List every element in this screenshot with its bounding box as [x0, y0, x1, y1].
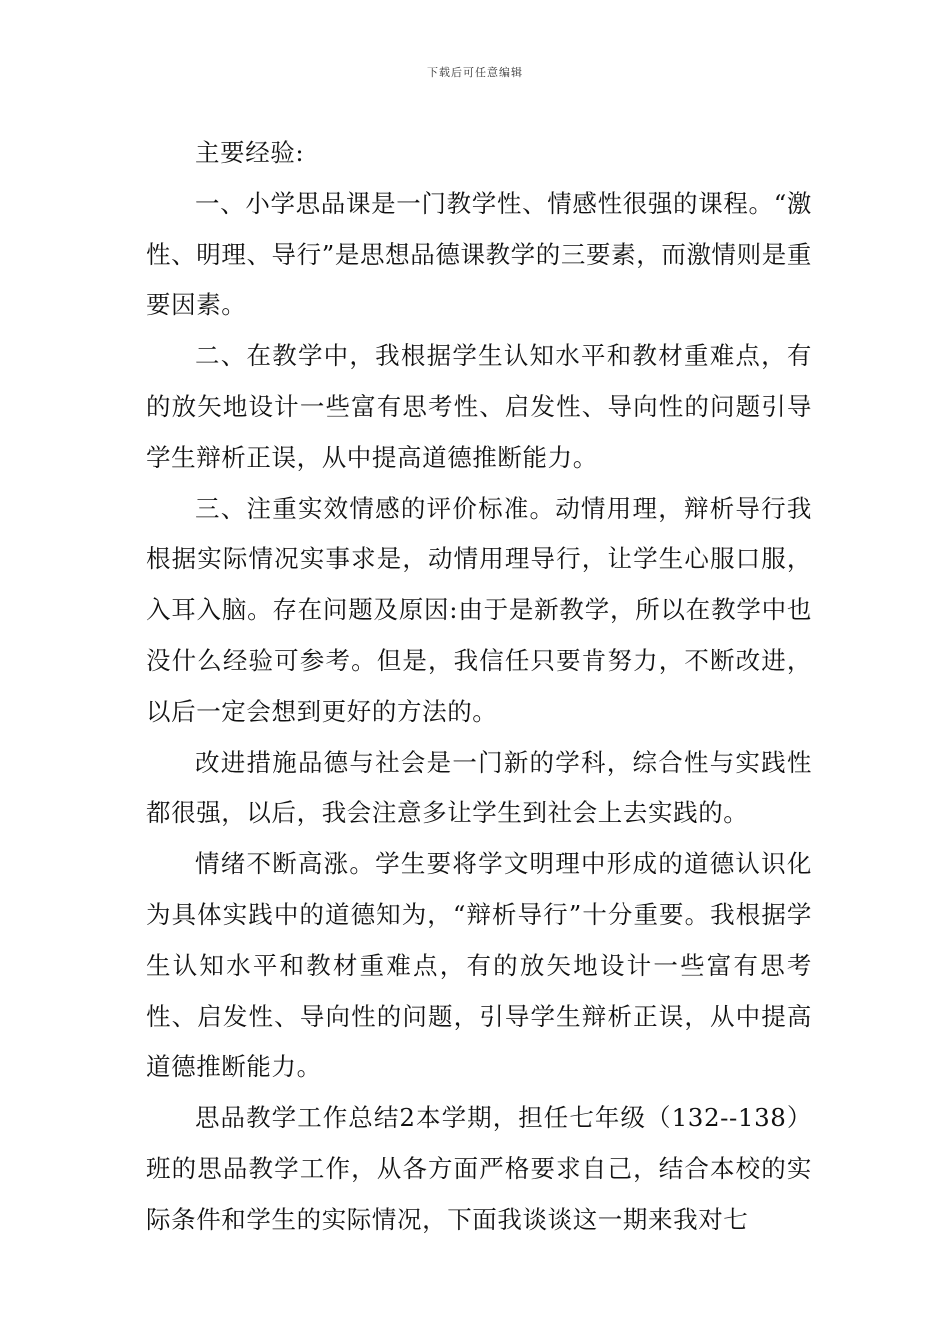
document-body [146, 128, 812, 1246]
paragraph-improvement-measures: 改进措施品德与社会是一门新的学科，综合性与实践性都很强，以后，我会注意多让学生到社会上去实践的。 [146, 747, 812, 828]
paragraph-main-experience-heading: 主要经验: [195, 138, 305, 167]
paragraph-point-two: 二、在教学中，我根据学生认知水平和教材重难点，有的放矢地设计一些富有思考性、启发性、导向性的问题引导学生辩析正误，从中提高道德推断能力。 [146, 341, 812, 472]
paragraph-point-one: 一、小学思品课是一门教学性、情感性很强的课程。“激性、明理、导行”是思想品德课教学的三要素，而激情则是重要因素。 [146, 188, 812, 320]
paragraph-point-three: 三、注重实效情感的评价标准。动情用理，辩析导行我根据实际情况实事求是，动情用理导行，让学生心服口服，入耳入脑。存在问题及原因:由于是新教学，所以在教学中也没什么经验可参考。但是，我信任只要肯努力，不断改进，以后一定会想到更好的方法的。 [146, 493, 812, 726]
paragraph-emotion-rising: 情绪不断高涨。学生要将学文明理中形成的道德认识化为具体实践中的道德知为，“辩析导行”十分重要。我根据学生认知水平和教材重难点，有的放矢地设计一些富有思考性、启发性、导向性的问题，引导学生辩析正误，从中提高道德推断能力。 [146, 849, 812, 1082]
page-header: 下载后可任意编辑 [427, 66, 523, 79]
paragraph-teaching-summary-2: 思品教学工作总结2本学期，担任七年级（132--138）班的思品教学工作，从各方面严格要求自己，结合本校的实际条件和学生的实际情况，下面我谈谈这一期来我对七 [146, 1103, 812, 1234]
